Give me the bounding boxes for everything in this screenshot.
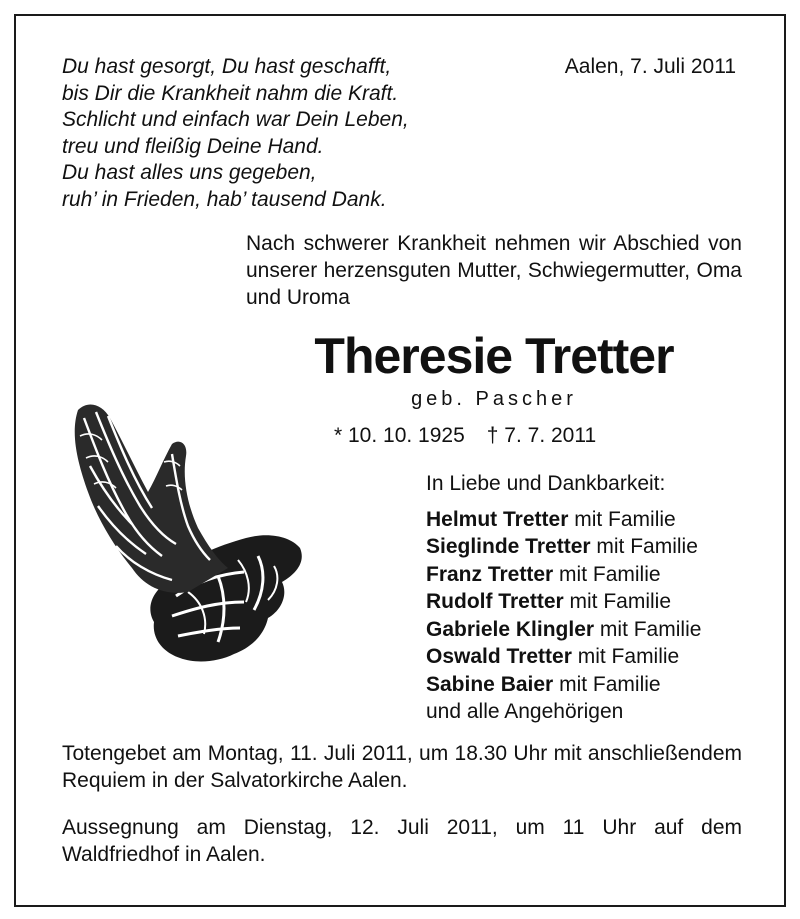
mourners-closing: und alle Angehörigen xyxy=(426,700,624,723)
mourner-entry xyxy=(426,533,701,561)
poem-line: Schlicht und einfach war Dein Leben, xyxy=(62,108,409,131)
mourner-name: Rudolf Tretter xyxy=(426,590,564,613)
mourner-suffix: mit Familie xyxy=(577,645,680,668)
announcement-intro: Nach schwerer Krankheit nehmen wir Abschied von unserer herzensguten Mutter, Schwiegermutter, Oma und Uroma xyxy=(246,232,742,309)
mourner-suffix: mit Familie xyxy=(599,617,702,641)
mourner-entry xyxy=(426,506,701,534)
deceased-name: Theresie Tretter xyxy=(314,328,674,384)
mourner-suffix: mit Familie xyxy=(596,535,698,558)
obituary-card xyxy=(14,14,786,907)
place-date: Aalen, 7. Juli 2011 xyxy=(564,55,736,78)
mourner-suffix: mit Familie xyxy=(559,562,661,586)
mourner-name: Sabine Baier xyxy=(426,672,554,696)
mourner-name: Sieglinde Tretter xyxy=(426,535,591,558)
mourners-heading: In Liebe und Dankbarkeit: xyxy=(426,472,666,495)
prayer-notice: Totengebet am Montag, 11. Juli 2011, um 18.30 Uhr mit anschließendem Requiem in der Salvatorkirche Aalen. xyxy=(62,742,742,792)
memorial-poem xyxy=(62,54,409,213)
mourner-name: Franz Tretter xyxy=(426,562,554,586)
mourner-suffix: mit Familie xyxy=(559,672,661,696)
birth-date: * 10. 10. 1925 xyxy=(334,424,465,447)
mourners-list xyxy=(426,470,701,726)
poem-line: treu und fleißig Deine Hand. xyxy=(62,134,324,158)
life-dates xyxy=(334,424,596,448)
mourner-entry xyxy=(426,588,701,616)
funeral-notice: Aussegnung am Dienstag, 12. Juli 2011, um 11 Uhr auf dem Waldfriedhof in Aalen. xyxy=(62,816,742,866)
mourner-entry xyxy=(426,561,701,589)
poem-line: bis Dir die Krankheit nahm die Kraft. xyxy=(62,81,399,105)
praying-hands-icon xyxy=(68,396,304,666)
mourner-suffix: mit Familie xyxy=(574,507,676,531)
mourner-entry xyxy=(426,616,701,644)
mourner-name: Helmut Tretter xyxy=(426,507,569,531)
maiden-name: geb. Pascher xyxy=(411,388,577,410)
mourner-entry xyxy=(426,671,701,699)
mourner-suffix: mit Familie xyxy=(569,590,672,613)
poem-line: ruh’ in Frieden, hab’ tausend Dank. xyxy=(62,187,387,211)
death-date: † 7. 7. 2011 xyxy=(486,424,597,447)
poem-line: Du hast gesorgt, Du hast geschafft, xyxy=(62,55,392,78)
mourner-entry xyxy=(426,643,701,671)
mourner-name: Oswald Tretter xyxy=(426,645,572,668)
mourner-name: Gabriele Klingler xyxy=(426,617,595,641)
poem-line: Du hast alles uns gegeben, xyxy=(62,161,317,184)
